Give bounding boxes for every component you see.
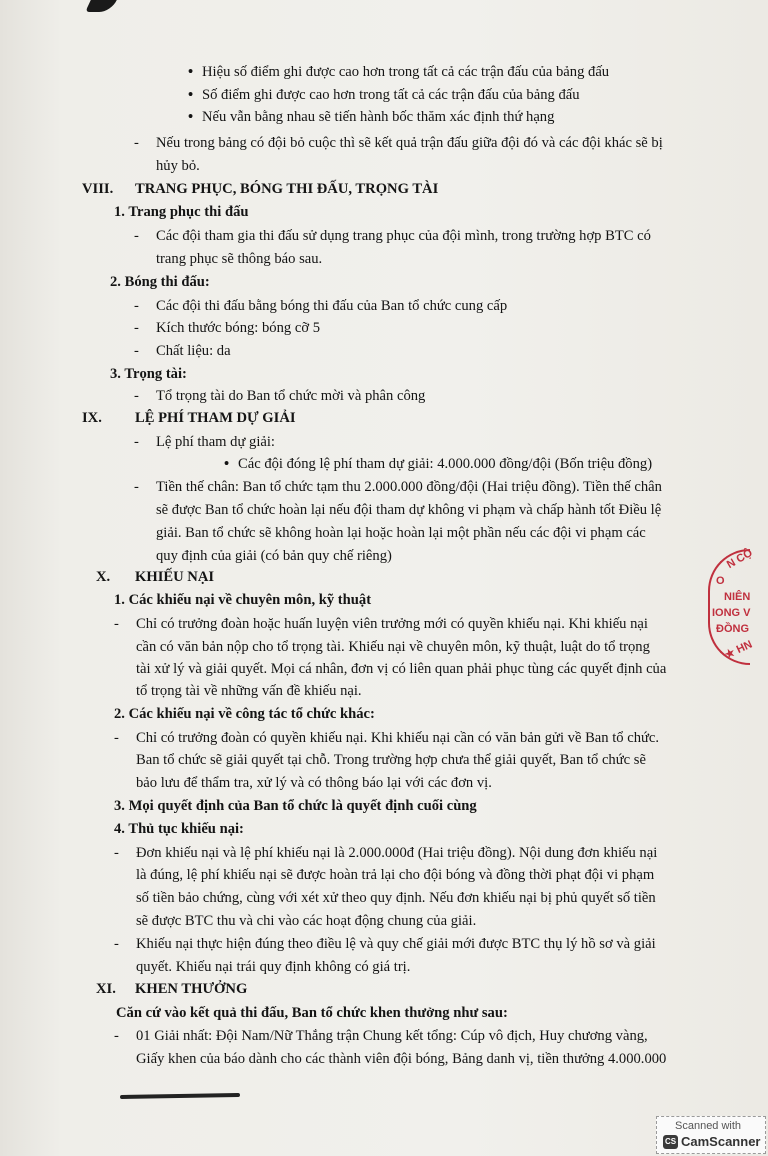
- section-number: XI.: [96, 981, 116, 997]
- section-title: LỆ PHÍ THAM DỰ GIẢI: [135, 410, 296, 426]
- dash-line: - Chất liệu: da: [156, 340, 231, 362]
- dash-line: - Tiền thế chân: Ban tổ chức tạm thu 2.000.000 đồng/đội (Hai triệu đồng). Tiền thế chân: [156, 476, 662, 498]
- subsection-title: 1. Trang phục thi đấu: [114, 204, 249, 220]
- section-title: KHIẾU NẠI: [135, 569, 215, 585]
- subsection-title: 2. Các khiếu nại về công tác tổ chức khác:: [114, 706, 375, 722]
- subsection-title: 4. Thủ tục khiếu nại:: [114, 821, 244, 837]
- text-line: quy định của giải (có bản quy chế riêng): [156, 548, 392, 564]
- section-number: X.: [96, 569, 111, 585]
- text-line: tài xử lý và giải quyết. Mọi cá nhân, đơn vị có liên quan phải phục tùng các quyết định của: [136, 661, 667, 677]
- section-number: VIII.: [82, 181, 114, 197]
- red-stamp: N CỘ O NIÊN IONG V ĐỒNG ★ HN: [706, 545, 768, 665]
- text-line: sẽ được Ban tổ chức hoàn lại nếu đội tham dự không vi phạm và chấp hành tốt Điều lệ: [156, 502, 662, 518]
- text-line: bảo lưu để thẩm tra, xử lý và có thông báo lại với các đơn vị.: [136, 775, 492, 791]
- camscanner-logo-icon: CS: [663, 1135, 678, 1149]
- subsection-title: 3. Mọi quyết định của Ban tổ chức là quyết định cuối cùng: [114, 798, 477, 814]
- text-line: quyết. Khiếu nại trái quy định không có giá trị.: [136, 959, 411, 975]
- section-number: IX.: [82, 410, 102, 426]
- watermark-brand: CamScanner: [681, 1134, 761, 1149]
- subsection-title: 3. Trọng tài:: [110, 366, 187, 382]
- bullet-line: • Số điểm ghi được cao hơn trong tất cả các trận đấu của bảng đấu: [202, 84, 580, 106]
- dash-line: - Các đội tham gia thi đấu sử dụng trang phục của đội mình, trong trường hợp BTC có: [156, 225, 651, 247]
- section-title: TRANG PHỤC, BÓNG THI ĐẤU, TRỌNG TÀI: [135, 181, 439, 197]
- camscanner-watermark: [656, 1116, 766, 1154]
- text-line: cần có văn bản nộp cho tổ trọng tài. Khiếu nại về chuyên môn, kỹ thuật, luật do tổ trọng: [136, 639, 650, 655]
- section-title: KHEN THƯỞNG: [135, 981, 248, 997]
- text-line: giải. Ban tổ chức sẽ không hoàn lại hoặc hoàn lại một phần nếu các đội vi phạm các: [156, 525, 646, 541]
- text-line: trang phục sẽ thông báo sau.: [156, 251, 323, 267]
- text-line: số tiền bảo chứng, cùng với xét xử theo quy định. Nếu đơn khiếu nại bị phủ quyết số tiền: [136, 890, 656, 906]
- bullet-line: • Hiệu số điểm ghi được cao hơn trong tất cả các trận đấu của bảng đấu: [202, 61, 609, 83]
- dash-line: - Khiếu nại thực hiện đúng theo điều lệ và quy chế giải mới được BTC thụ lý hồ sơ và giải: [136, 933, 656, 955]
- text-line: Giấy khen của báo dành cho các thành viên đội bóng, Bảng danh vị, tiền thưởng 4.000.000: [136, 1051, 667, 1067]
- dash-line: - Chỉ có trưởng đoàn có quyền khiếu nại. Khi khiếu nại cần có văn bản gửi về Ban tổ chức.: [136, 727, 659, 749]
- text-line: Ban tổ chức sẽ giải quyết tại chỗ. Trong trường hợp chưa thể giải quyết, Ban tổ chức sẽ: [136, 752, 646, 768]
- dash-line: - Đơn khiếu nại và lệ phí khiếu nại là 2.000.000đ (Hai triệu đồng). Nội dung đơn khiếu nại: [136, 842, 657, 864]
- bullet-line: • Các đội đóng lệ phí tham dự giải: 4.000.000 đồng/đội (Bốn triệu đồng): [238, 453, 652, 475]
- watermark-caption: Scanned with: [675, 1120, 742, 1132]
- text-line: sẽ được BTC thu và chi vào các hoạt động chung của giải.: [136, 913, 477, 929]
- pen-mark: [120, 1093, 240, 1099]
- dash-line: - 01 Giải nhất: Đội Nam/Nữ Thắng trận Chung kết tổng: Cúp vô địch, Huy chương vàng,: [136, 1025, 648, 1047]
- subsection-title: 2. Bóng thi đấu:: [110, 274, 210, 290]
- bullet-line: • Nếu vẫn bằng nhau sẽ tiến hành bốc thăm xác định thứ hạng: [202, 106, 554, 128]
- dash-line: - Chỉ có trưởng đoàn hoặc huấn luyện viên trưởng mới có quyền khiếu nại. Khi khiếu nại: [136, 613, 648, 635]
- text-line: tổ trọng tài về những vấn đề khiếu nại.: [136, 683, 362, 699]
- scan-edge-mark: [85, 0, 117, 12]
- text-line: là đúng, lệ phí khiếu nại sẽ được hoàn trả lại cho đội bóng và đồng thời phạt đội vi phạm: [136, 867, 655, 883]
- dash-line: - Các đội thi đấu bằng bóng thi đấu của Ban tổ chức cung cấp: [156, 295, 507, 317]
- dash-line: - Kích thước bóng: bóng cỡ 5: [156, 317, 320, 339]
- dash-line: - Tổ trọng tài do Ban tổ chức mời và phân công: [156, 385, 425, 407]
- dash-line: - Nếu trong bảng có đội bỏ cuộc thì sẽ kết quả trận đấu giữa đội đó và các đội khác sẽ bị: [156, 132, 663, 154]
- paragraph-lead: Căn cứ vào kết quả thi đấu, Ban tổ chức khen thưởng như sau:: [116, 1005, 508, 1021]
- dash-line: - Lệ phí tham dự giải:: [156, 431, 275, 453]
- text-line: hủy bỏ.: [156, 158, 200, 174]
- subsection-title: 1. Các khiếu nại về chuyên môn, kỹ thuật: [114, 592, 372, 608]
